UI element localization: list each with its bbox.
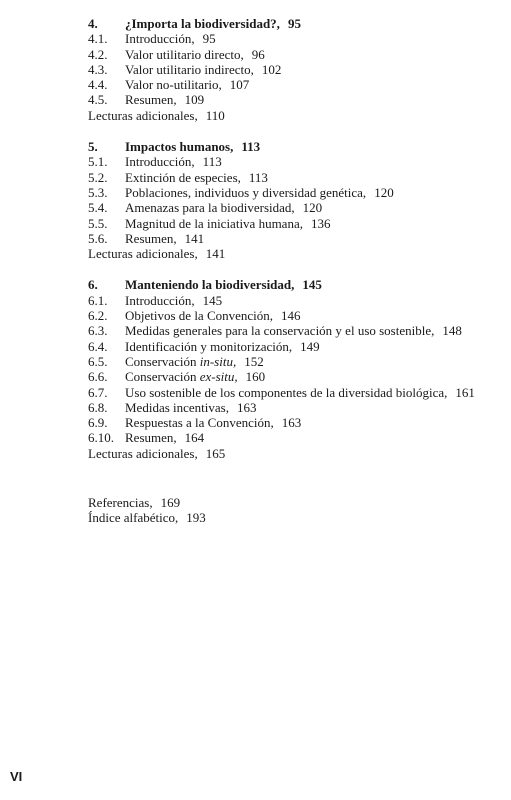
toc-entry [88, 339, 508, 354]
entry-page: 163 [236, 399, 257, 415]
toc-entry [88, 400, 508, 415]
entry-title [125, 62, 254, 77]
entry-title-part: Conservación [125, 353, 200, 369]
entry-title [125, 400, 229, 415]
entry-page: 148 [442, 323, 462, 339]
entry-title-part: ex-situ, [199, 369, 238, 385]
entry-number: 4.5. [88, 92, 108, 108]
toc-entry [88, 430, 508, 445]
entry-title [125, 185, 366, 200]
chapter-heading [88, 277, 508, 292]
entry-title-part: Uso sostenible de los componentes de la diversidad biológica, [125, 384, 448, 400]
chapter-number: 5. [88, 139, 98, 155]
entry-title-part: Medidas generales para la conservación y el uso sostenible, [125, 323, 435, 339]
chapter-section [88, 16, 508, 123]
toc-entry [88, 308, 508, 323]
entry-page: 145 [202, 292, 223, 308]
entry-title [125, 354, 236, 369]
entry-title-part: Magnitud de la iniciativa humana, [125, 215, 303, 231]
toc-entry [88, 216, 508, 231]
entry-title-part: Valor no-utilitario, [125, 77, 222, 93]
toc-entry [88, 154, 508, 169]
entry-number: 6.2. [88, 308, 108, 324]
further-reading-label: Lecturas adicionales, [88, 445, 198, 461]
toc-entry [88, 323, 508, 338]
further-reading [88, 108, 508, 123]
entry-title [125, 308, 273, 323]
chapter-page: 95 [287, 16, 301, 31]
chapter-title: Manteniendo la biodiversidad, [125, 277, 295, 293]
table-of-contents [88, 16, 508, 526]
entry-title-part: Extinción de especies, [125, 169, 241, 185]
entry-page: 146 [281, 308, 301, 324]
back-matter-entry [88, 510, 508, 525]
entry-number: 4.1. [88, 31, 108, 47]
further-reading-page: 165 [205, 445, 226, 461]
entry-title-part: Objetivos de la Convención, [125, 308, 274, 324]
further-reading-page: 110 [205, 107, 225, 123]
entry-number: 5.4. [88, 200, 108, 216]
further-reading-label: Lecturas adicionales, [88, 246, 198, 262]
entry-number: 6.6. [88, 369, 108, 385]
entry-page: 95 [202, 31, 216, 47]
page-folio: VI [10, 769, 23, 784]
entry-title-part: Poblaciones, individuos y diversidad genética, [125, 184, 367, 200]
toc-entry [88, 369, 508, 384]
entry-page: 152 [244, 353, 264, 369]
further-reading [88, 246, 508, 261]
entry-title [125, 170, 241, 185]
entry-number: 4.2. [88, 46, 108, 62]
entry-title [125, 323, 434, 338]
entry-number: 4.3. [88, 61, 108, 77]
entry-page: 102 [261, 61, 282, 77]
entry-title-part: Conservación [125, 369, 200, 385]
entry-number: 5.5. [88, 215, 108, 231]
back-matter-entry [88, 495, 508, 510]
chapter-heading [88, 139, 508, 154]
entry-title-part: Valor utilitario indirecto, [125, 61, 254, 77]
entry-title [125, 154, 195, 169]
entry-number: 4.4. [88, 77, 108, 93]
entry-title-part: Amenazas para la biodiversidad, [125, 200, 295, 216]
chapter-number: 4. [88, 16, 98, 31]
toc-entry [88, 47, 508, 62]
entry-title [125, 92, 177, 107]
entry-title-part: Introducción, [125, 292, 195, 308]
entry-number: 6.10. [88, 430, 114, 446]
entry-title-part: Identificación y monitorización, [125, 338, 293, 354]
toc-entry [88, 354, 508, 369]
toc-entry [88, 231, 508, 246]
entry-title-part: Introducción, [125, 31, 195, 47]
back-matter-page: 169 [160, 495, 181, 511]
chapter-page: 145 [302, 277, 322, 293]
chapter-title: Impactos humanos, [125, 139, 234, 155]
entry-number: 6.8. [88, 399, 108, 415]
chapter-heading [88, 16, 508, 31]
entry-title [125, 369, 238, 384]
entry-number: 6.7. [88, 384, 108, 400]
further-reading [88, 446, 508, 461]
toc-entry [88, 170, 508, 185]
entry-page: 161 [455, 384, 475, 400]
entry-title-part: in-situ, [199, 353, 237, 369]
back-matter-label: Índice alfabético, [88, 510, 179, 526]
entry-title-part: Respuestas a la Convención, [125, 415, 274, 431]
toc-entry [88, 77, 508, 92]
entry-number: 6.4. [88, 338, 108, 354]
entry-title [125, 415, 274, 430]
entry-page: 96 [251, 46, 265, 62]
entry-title [125, 385, 447, 400]
entry-page: 109 [184, 92, 205, 108]
toc-entry [88, 293, 508, 308]
entry-title [125, 339, 292, 354]
entry-title [125, 231, 177, 246]
entry-title [125, 31, 195, 46]
chapter-title: ¿Importa la biodiversidad?, [125, 16, 280, 31]
toc-entry [88, 62, 508, 77]
entry-title-part: Resumen, [125, 92, 177, 108]
toc-entry [88, 31, 508, 46]
chapter-section [88, 277, 508, 461]
entry-title-part: Resumen, [125, 230, 177, 246]
entry-page: 141 [184, 230, 205, 246]
entry-page: 136 [310, 215, 331, 231]
entry-page: 164 [184, 430, 205, 446]
entry-page: 120 [374, 184, 394, 200]
back-matter [88, 495, 508, 526]
entry-page: 107 [229, 77, 250, 93]
entry-title-part: Medidas incentivas, [125, 399, 229, 415]
entry-title [125, 216, 303, 231]
toc-entry [88, 385, 508, 400]
further-reading-page: 141 [205, 246, 226, 262]
entry-number: 6.3. [88, 323, 108, 339]
entry-title [125, 293, 195, 308]
back-matter-page: 193 [186, 510, 206, 526]
entry-number: 5.6. [88, 230, 108, 246]
entry-number: 5.3. [88, 184, 108, 200]
entry-title [125, 430, 177, 445]
entry-number: 6.1. [88, 292, 108, 308]
further-reading-label: Lecturas adicionales, [88, 107, 198, 123]
entry-page: 120 [302, 200, 323, 216]
entry-page: 163 [281, 415, 302, 431]
toc-entry [88, 200, 508, 215]
entry-title-part: Resumen, [125, 430, 177, 446]
chapter-section [88, 139, 508, 261]
entry-number: 6.5. [88, 353, 108, 369]
toc-entry [88, 415, 508, 430]
entry-title-part: Introducción, [125, 154, 195, 170]
chapter-list [88, 16, 508, 461]
entry-page: 160 [245, 369, 266, 385]
entry-title [125, 47, 244, 62]
toc-entry [88, 185, 508, 200]
chapter-number: 6. [88, 277, 98, 293]
entry-page: 149 [300, 338, 320, 354]
entry-number: 6.9. [88, 415, 108, 431]
entry-page: 113 [202, 154, 222, 170]
toc-entry [88, 92, 508, 107]
back-matter-label: Referencias, [88, 495, 153, 511]
entry-title [125, 200, 295, 215]
entry-page: 113 [248, 169, 268, 185]
entry-title-part: Valor utilitario directo, [125, 46, 244, 62]
chapter-page: 113 [241, 139, 261, 155]
entry-number: 5.1. [88, 154, 108, 170]
entry-number: 5.2. [88, 169, 108, 185]
entry-title [125, 77, 222, 92]
